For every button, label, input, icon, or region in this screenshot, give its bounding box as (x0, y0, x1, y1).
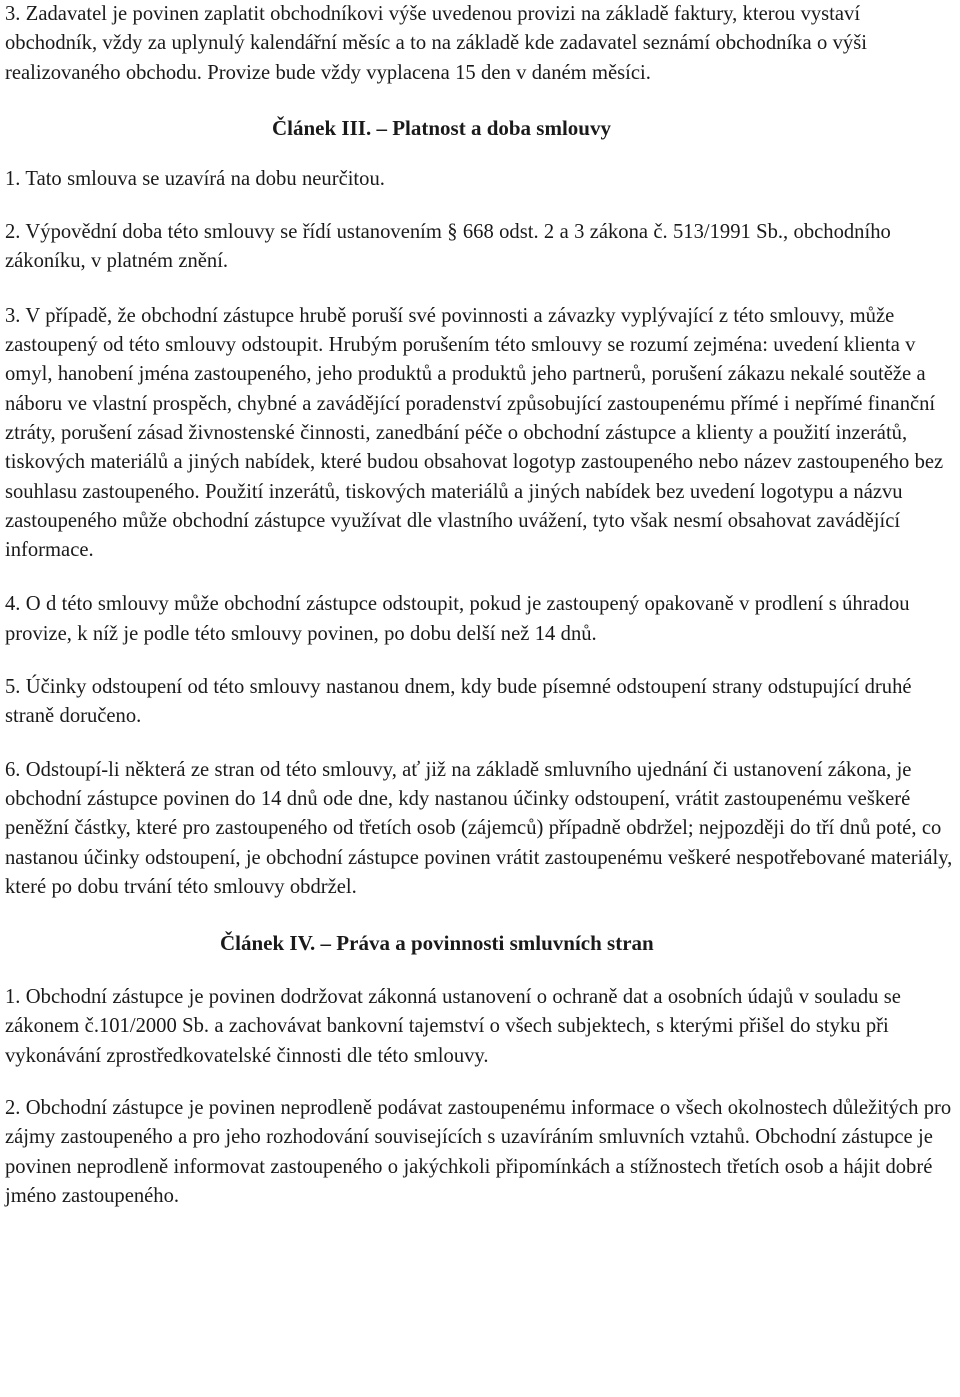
article-4-heading: Článek IV. – Práva a povinnosti smluvních stran (220, 931, 654, 956)
article-3-item-4: 4. O d této smlouvy může obchodní zástupce odstoupit, pokud je zastoupený opakovaně v prodlení s úhradou provize, k níž je podle této smlouvy povinen, po dobu delší než 14 dnů. (5, 593, 910, 645)
article-3-item-3: 3. V případě, že obchodní zástupce hrubě poruší své povinnosti a závazky vyplývající z této smlouvy, může zastoupený od této smlouvy odstoupit. Hrubým porušením této smlouvy se rozumí zejména: uvedení klienta v omyl, hanobení jména zastoupeného, jeho produktů a produktů jeho partnerů, porušení zákazu nekalé soutěže a náboru ve vlastní prospěch, chybné a zavádějící poradenství způsobující zastoupenému přímé i nepřímé finanční ztráty, porušení zásad živnostenské činnosti, zanedbání péče o obchodní zástupce a klienty a použití inzerátů, tiskových materiálů a jiných nabídek, které budou obsahovat logotyp zastoupeného nebo název zastoupeného bez souhlasu zastoupeného. Použití inzerátů, tiskových materiálů a jiných nabídek bez uvedení logotypu a názvu zastoupeného může obchodní zástupce využívat dle vlastního uvážení, tyto však nesmí obsahovat zavádějící informace. (5, 304, 944, 562)
document-page (5, 0, 957, 1211)
article-3-heading: Článek III. – Platnost a doba smlouvy (272, 115, 611, 140)
article-3-item-5: 5. Účinky odstoupení od této smlouvy nastanou dnem, kdy bude písemné odstoupení strany odstupující druhé straně doručeno. (5, 676, 912, 728)
article-3-item-2: 2. Výpovědní doba této smlouvy se řídí ustanovením § 668 odst. 2 a 3 zákona č. 513/1991 Sb., obchodního zákoníku, v platném znění. (5, 221, 891, 273)
article-4-item-1: 1. Obchodní zástupce je povinen dodržovat zákonná ustanovení o ochraně dat a osobních údajů v souladu se zákonem č.101/2000 Sb. a zachovávat bankovní tajemství o všech subjektech, s kterými přišel do styku při vykonávání zprostředkovatelské činnosti dle této smlouvy. (5, 986, 901, 1067)
article-3-item-1: 1. Tato smlouva se uzavírá na dobu neurčitou. (5, 167, 385, 190)
article-3-item-6: 6. Odstoupí-li některá ze stran od této smlouvy, ať již na základě smluvního ujednání či ustanovení zákona, je obchodní zástupce povinen do 14 dnů ode dne, kdy nastanou účinky odstoupení, vrátit zastoupenému veškeré peněžní částky, které pro zastoupeného od třetích osob (zájemců) případně obdržel; nejpozději do tří dnů poté, co nastanou účinky odstoupení, je obchodní zástupce povinen vrátit zastoupenému veškeré nespotřebované materiály, které po dobu trvání této smlouvy obdržel. (5, 758, 953, 898)
article-4-item-2: 2. Obchodní zástupce je povinen neprodleně podávat zastoupenému informace o všech okolnostech důležitých pro zájmy zastoupeného a pro jeho rozhodování souvisejících s uzavíráním smluvních vztahů. Obchodní zástupce je povinen neprodleně informovat zastoupeného o jakýchkoli připomínkách a stížnostech třetích osob a hájit dobré jméno zastoupeného. (5, 1097, 952, 1207)
intro-paragraph: 3. Zadavatel je povinen zaplatit obchodníkovi výše uvedenou provizi na základě faktury, kterou vystaví obchodník, vždy za uplynulý kalendářní měsíc a to na základě kde zadavatel seznámí obchodníka o výši realizovaného obchodu. Provize bude vždy vyplacena 15 den v daném měsíci. (5, 3, 867, 84)
